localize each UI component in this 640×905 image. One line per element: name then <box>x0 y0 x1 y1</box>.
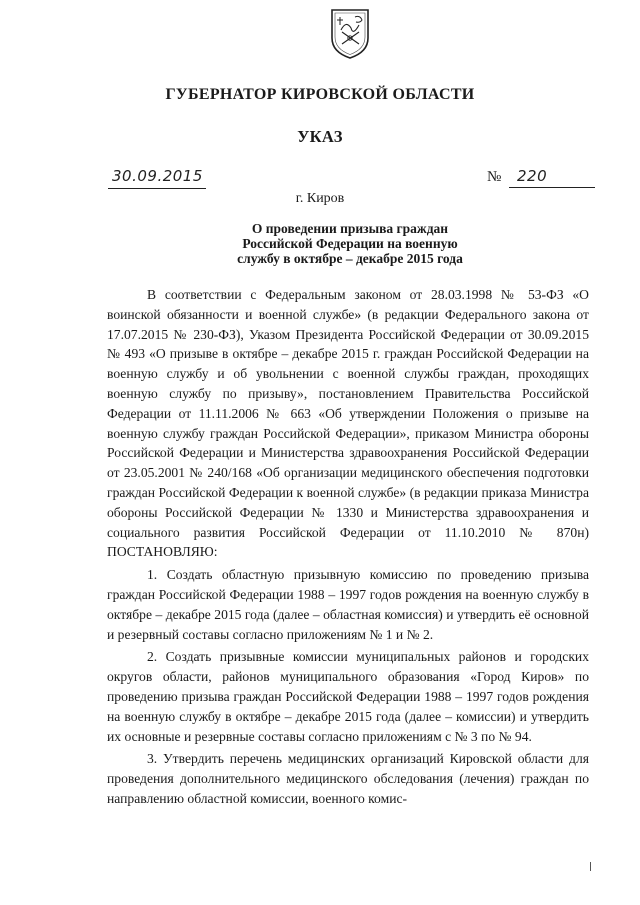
issue-city: г. Киров <box>295 191 345 206</box>
subject-line-1: О проведении призыва граждан <box>251 221 449 236</box>
issuing-authority: ГУБЕРНАТОР КИРОВСКОЙ ОБЛАСТИ <box>165 86 475 103</box>
number-underline <box>509 187 595 188</box>
decree-number: 220 <box>517 167 548 185</box>
kirov-oblast-coat-of-arms-icon <box>329 8 371 60</box>
preamble-paragraph: В соответствии с Федеральным законом от 28.03.1998 № 53-ФЗ «О воинской обязанности и военной службе» (в редакции Федерального закона от 17.07.2015 № 230-ФЗ), Указом Президента Российской Федерации от 30.09.2015 № 493 «О призыве в октябре – декабре 2015 г. граждан Российской Федерации на военную службу и об увольнении с военной службы граждан, проходящих военную службу по призыву», постановлением Правительства Российской Федерации от 11.11.2006 № 663 «Об утверждении Положения о призыве на военную службу граждан Российской Федерации», приказом Министра обороны Российской Федерации и Министерства здравоохранения Российской Федерации от 23.05.2001 № 240/168 «Об организации медицинского обеспечения подготовки граждан Российской Федерации к военной службе» (в редакции приказа Министра обороны Российской Федерации № 1330 и Министерства здравоохранения и социального развития Российской Федерации от 11.10.2010 № 870н) ПОСТАНОВЛЯЮ: <box>107 287 589 560</box>
subject-line-2: Российской Федерации на военную <box>242 236 458 251</box>
number-sign: № <box>487 169 502 185</box>
decree-date: 30.09.2015 <box>112 167 203 185</box>
document-type: УКАЗ <box>297 127 343 146</box>
item-3-paragraph: 3. Утвердить перечень медицинских организаций Кировской области для проведения дополнительного медицинского обследования (лечения) граждан по направлению областной комиссии, военного комис- <box>107 751 589 806</box>
item-1-paragraph: 1. Создать областную призывную комиссию по проведению призыва граждан Российской Федерации 1988 – 1997 годов рождения на военную службу в октябре – декабре 2015 года (далее – областная комиссия) и утвердить её основной и резервный составы согласно приложениям № 1 и № 2. <box>107 567 589 642</box>
decree-subject <box>200 221 500 266</box>
decree-body <box>107 285 589 809</box>
decree-number-field <box>487 168 595 188</box>
scan-mark <box>590 862 591 871</box>
subject-line-3: службу в октябре – декабре 2015 года <box>237 251 463 266</box>
decree-date-field <box>108 168 206 189</box>
item-2-paragraph: 2. Создать призывные комиссии муниципальных районов и городских округов области, районов муниципального образования «Город Киров» по проведению призыва граждан Российской Федерации 1988 – 1997 годов рождения на военную службу в октябре – декабре 2015 года (далее – комиссии) и утвердить их основные и резервные составы согласно приложениям с № 3 по № 94. <box>107 649 589 744</box>
